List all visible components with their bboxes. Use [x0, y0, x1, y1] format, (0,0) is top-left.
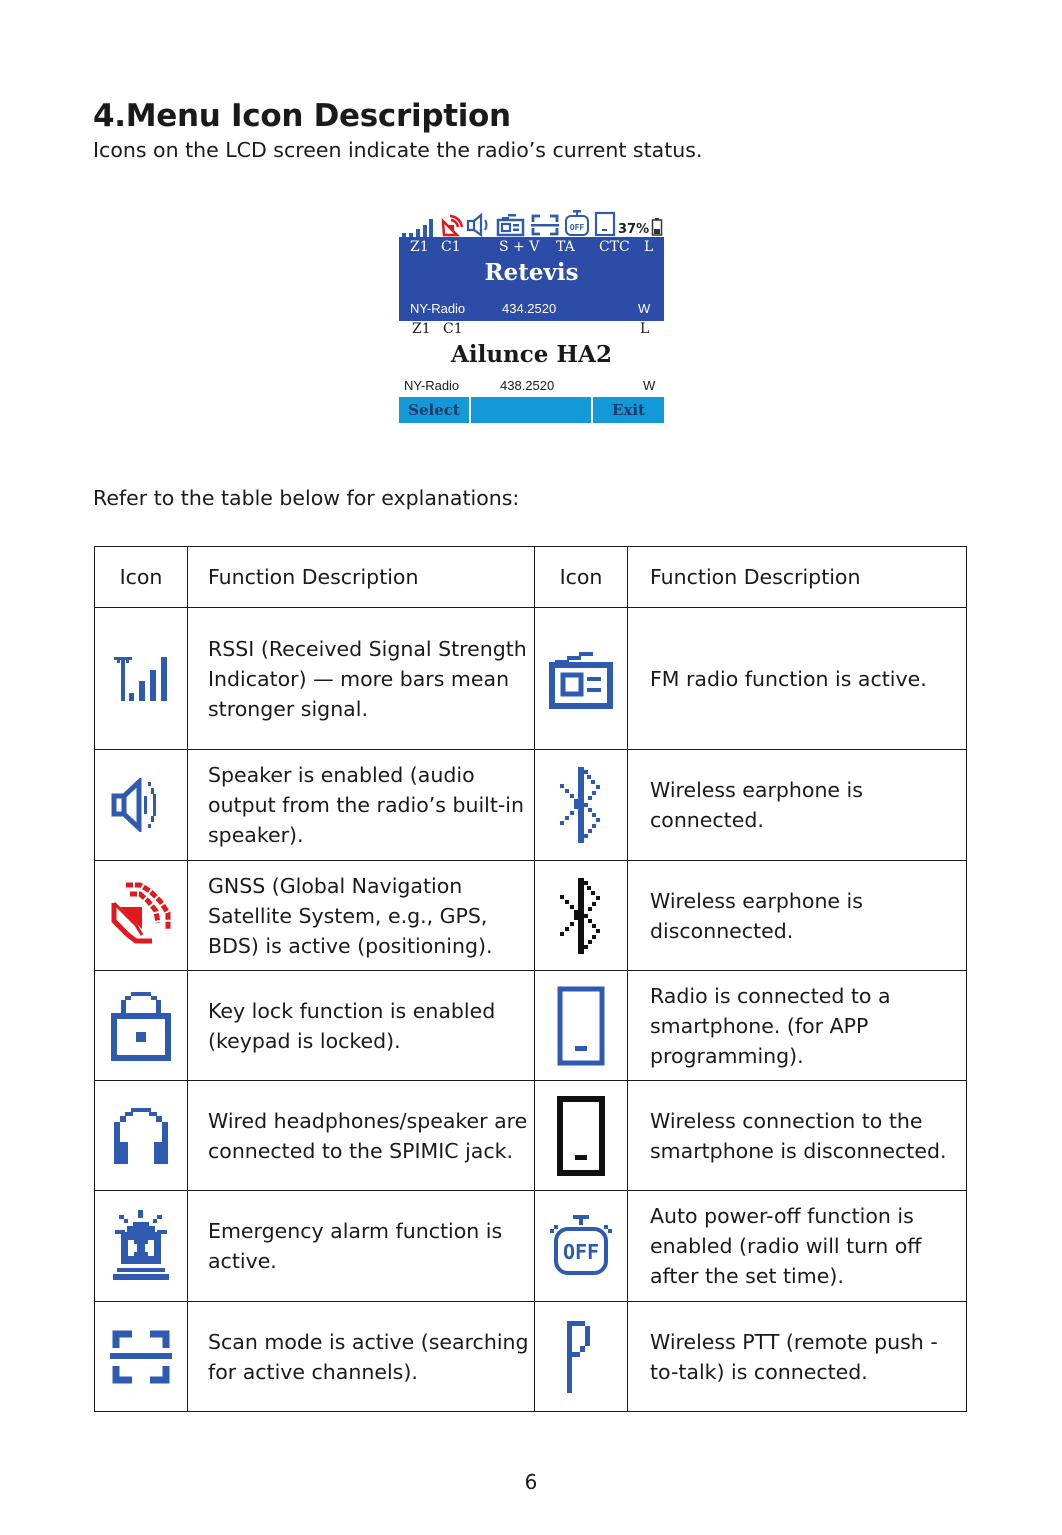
lcd-status-bar [398, 205, 665, 237]
lower-channel: C1 [443, 321, 463, 337]
table-row [95, 750, 967, 861]
key-lock-description: Key lock function is enabled (keypad is locked). [188, 971, 535, 1081]
fm-radio-icon [496, 213, 526, 237]
header-function-description: Function Description [188, 547, 535, 608]
lcd-lower-channel [399, 321, 664, 397]
bluetooth-disconnected-icon [556, 876, 606, 956]
signal-bars-icon [400, 217, 434, 237]
phone-disconnected-description: Wireless connection to the smartphone is disconnected. [628, 1081, 967, 1191]
lower-channel-name: Ailunce HA2 [451, 341, 612, 368]
table-row [95, 1081, 967, 1191]
upper-flag-ta: TA [556, 239, 575, 255]
header-function-description-2: Function Description [628, 547, 967, 608]
lower-frequency: 438.2520 [500, 378, 555, 393]
auto-power-off-icon [548, 1213, 614, 1279]
lcd-screen [398, 205, 665, 425]
icon-table [94, 546, 967, 1412]
bluetooth-connected-icon [556, 765, 606, 845]
lower-bandwidth: W [643, 378, 656, 393]
phone-connected-icon [556, 986, 606, 1066]
phone-icon [594, 211, 616, 237]
rssi-signal-icon [111, 655, 171, 703]
scan-icon [108, 1326, 174, 1388]
headphones-description: Wired headphones/speaker are connected to the SPIMIC jack. [188, 1081, 535, 1191]
lcd-softkey-bar [399, 397, 664, 423]
wireless-ptt-description: Wireless PTT (remote push -to-talk) is connected. [628, 1302, 967, 1412]
emergency-alarm-icon [111, 1208, 171, 1284]
lower-zone: Z1 [412, 321, 431, 337]
upper-bandwidth: W [638, 301, 651, 316]
upper-frequency: 434.2520 [502, 301, 557, 316]
auto-off-icon [562, 209, 592, 237]
upper-flag-sv: S + V [499, 239, 540, 255]
svg-text:OFF: OFF [562, 1240, 600, 1264]
lower-power: L [640, 321, 650, 337]
table-row [95, 861, 967, 971]
speaker-icon [111, 778, 171, 832]
gnss-icon [440, 213, 466, 237]
table-row [95, 608, 967, 750]
upper-flag-ctc: CTC [599, 239, 630, 255]
gnss-description: GNSS (Global Navigation Satellite System, e.g., GPS, BDS) is active (positioning). [188, 861, 535, 971]
speaker-description: Speaker is enabled (audio output from the radio’s built-in speaker). [188, 750, 535, 861]
softkey-exit[interactable]: Exit [593, 397, 664, 423]
table-header-row [95, 547, 967, 608]
upper-channel: C1 [441, 239, 461, 255]
refer-text: Refer to the table below for explanations: [93, 486, 520, 510]
scan-description: Scan mode is active (searching for active channels). [188, 1302, 535, 1412]
headphones-icon [111, 1106, 171, 1166]
fm-radio-icon [549, 648, 613, 710]
battery-percent: 37% [618, 222, 650, 237]
bluetooth-disconnected-description: Wireless earphone is disconnected. [628, 861, 967, 971]
upper-alias: NY-Radio [410, 301, 466, 316]
svg-text:OFF: OFF [569, 223, 585, 232]
header-icon: Icon [95, 547, 188, 608]
wireless-ptt-icon [561, 1317, 601, 1397]
emergency-alarm-description: Emergency alarm function is active. [188, 1191, 535, 1302]
upper-flag-l: L [644, 239, 654, 255]
scan-icon [530, 213, 560, 237]
softkey-select[interactable]: Select [399, 397, 469, 423]
gnss-icon [106, 881, 176, 951]
rssi-description: RSSI (Received Signal Strength Indicator) — more bars mean stronger signal. [188, 608, 535, 750]
speaker-icon [466, 213, 492, 237]
battery-icon [651, 217, 663, 237]
page-subtitle: Icons on the LCD screen indicate the radio’s current status. [93, 138, 703, 162]
table-row [95, 1302, 967, 1412]
upper-channel-name: Retevis [484, 259, 579, 286]
upper-zone: Z1 [410, 239, 429, 255]
page-title: 4.Menu Icon Description [93, 98, 511, 134]
bluetooth-connected-description: Wireless earphone is connected. [628, 750, 967, 861]
lower-alias: NY-Radio [404, 378, 460, 393]
page-number: 6 [524, 1470, 538, 1494]
phone-disconnected-icon [556, 1096, 606, 1176]
header-icon-2: Icon [535, 547, 628, 608]
fm-radio-description: FM radio function is active. [628, 608, 967, 750]
auto-power-off-description: Auto power-off function is enabled (radio will turn off after the set time). [628, 1191, 967, 1302]
table-row [95, 1191, 967, 1302]
table-row [95, 971, 967, 1081]
phone-connected-description: Radio is connected to a smartphone. (for APP programming). [628, 971, 967, 1081]
lcd-upper-channel [399, 237, 664, 321]
softkey-middle[interactable] [471, 397, 591, 423]
key-lock-icon [111, 990, 171, 1062]
